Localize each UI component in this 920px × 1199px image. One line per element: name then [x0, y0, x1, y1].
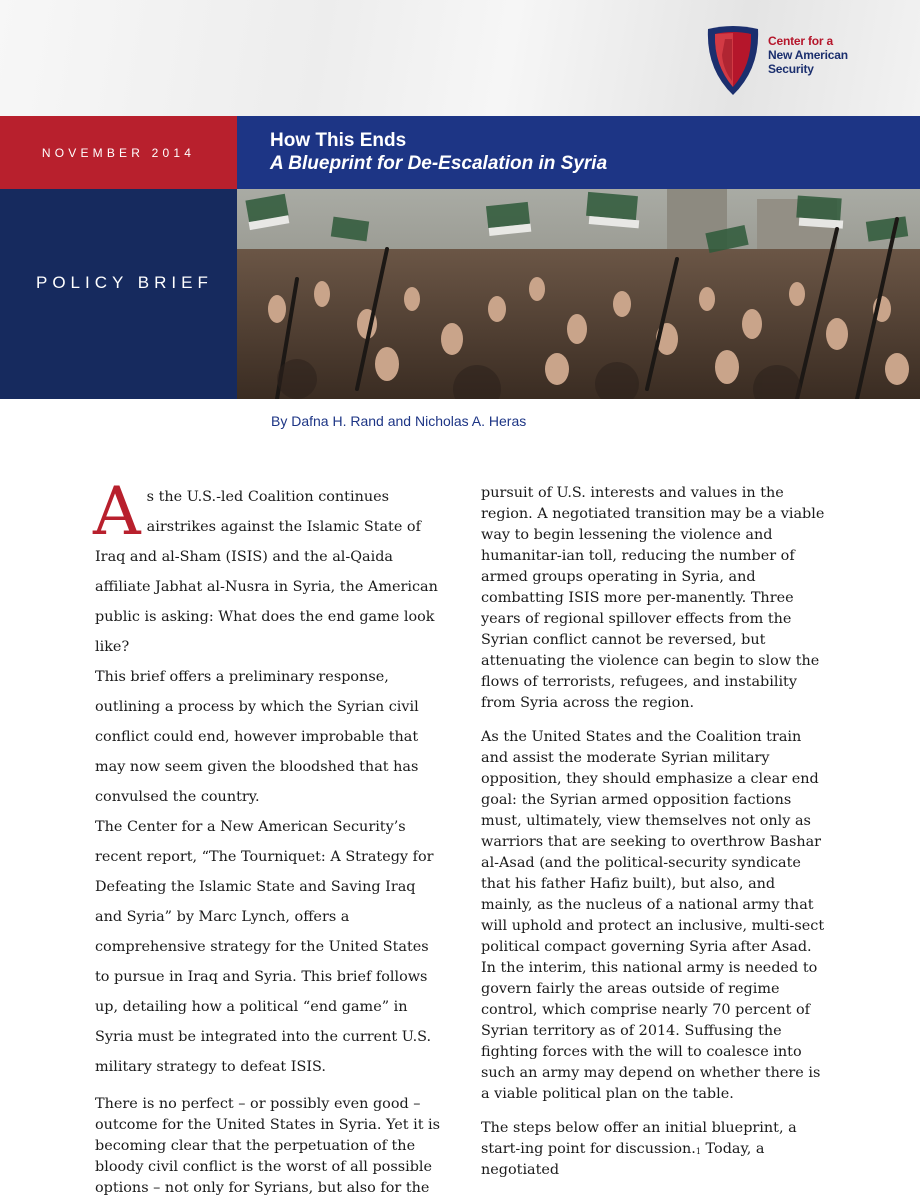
body-paragraph: This brief offers a preliminary response, outlining a process by which the Syrian civil conflict could end, however improbable that may now seem given the bloodshed that has convulsed the country.	[95, 669, 419, 805]
page-subtitle: A Blueprint for De-Escalation in Syria	[270, 153, 608, 174]
paragraph-text: s the U.S.-led Coalition continues airstrikes against the Islamic State of Iraq and al-Sham (ISIS) and the al-Qaida affiliate Jabhat al-Nusra in Syria, the American public is asking: What does the end game look like?	[95, 489, 438, 655]
body-paragraph: pursuit of U.S. interests and values in the region. A negotiated transition may be a viable way to begin lessening the violence and humanitar-ian toll, reducing the number of armed groups operating in Syria, and combatting ISIS more per-manently. Three years of regional spillover effects from the Syrian conflict cannot be reversed, but attenuating the violence can begin to slow the flows of terrorists, refugees, and instability from Syria across the region.	[481, 485, 825, 711]
title-banner	[237, 116, 920, 189]
logo-line-1: Center for a	[768, 34, 833, 48]
shield-logo-icon	[705, 25, 761, 97]
intro-paragraph	[93, 473, 445, 662]
category-label: POLICY BRIEF	[36, 273, 213, 292]
logo-line-2: New American	[768, 48, 848, 62]
crowd-photo-illustration	[237, 189, 920, 399]
paragraph-text: The steps below offer an initial blueprint, a start-ing point for discussion.	[481, 1120, 797, 1157]
date-banner	[0, 116, 237, 189]
logo-line-3: Security	[768, 62, 814, 76]
publication-date: NOVEMBER 2014	[41, 145, 196, 160]
body-column-right	[481, 483, 829, 1194]
drop-cap: A	[93, 473, 141, 550]
body-paragraph: The Center for a New American Security’s recent report, “The Tourniquet: A Strategy for Defeating the Islamic State and Saving Iraq and Syria” by Marc Lynch, offers a comprehensive strategy for the United States to pursue in Iraq and Syria. This brief follows up, detailing how a political “end game” in Syria must be integrated into the current U.S. military strategy to defeat ISIS.	[95, 819, 434, 1075]
logo-wordmark	[768, 34, 848, 76]
cover-photo	[237, 189, 920, 399]
paragraph-text: Today, a negotiated	[481, 1141, 765, 1178]
page-title: How This Ends	[270, 130, 407, 151]
body-paragraph: There is no perfect – or possibly even good – outcome for the United States in Syria. Yet it is becoming clear that the perpetuation of the bloody civil conflict is the worst of all possible options – not only for Syrians, but also for the	[95, 1096, 441, 1196]
footnote-marker: 1	[695, 1147, 701, 1156]
category-panel	[0, 189, 237, 399]
body-paragraph	[481, 1118, 829, 1181]
body-paragraph: As the United States and the Coalition train and assist the moderate Syrian military opposition, they should emphasize a clear end goal: the Syrian armed opposition factions must, ultimately, view themselves not only as warriors that are seeking to overthrow Bashar al-Asad (and the political-security syndicate that his father Hafiz built), but also, and mainly, as the nucleus of a national army that will uphold and protect an inclusive, multi-sect political compact governing Syria after Asad. In the interim, this national army is needed to govern fairly the areas outside of regime control, which comprise nearly 70 percent of Syrian territory as of 2014. Suffusing the fighting forces with the will to coalesce into such an army may depend on whether there is a viable political plan on the table.	[481, 729, 825, 1102]
author-byline: By Dafna H. Rand and Nicholas A. Heras	[271, 413, 527, 429]
body-column-left	[93, 473, 445, 1199]
cnas-logo	[705, 25, 865, 97]
